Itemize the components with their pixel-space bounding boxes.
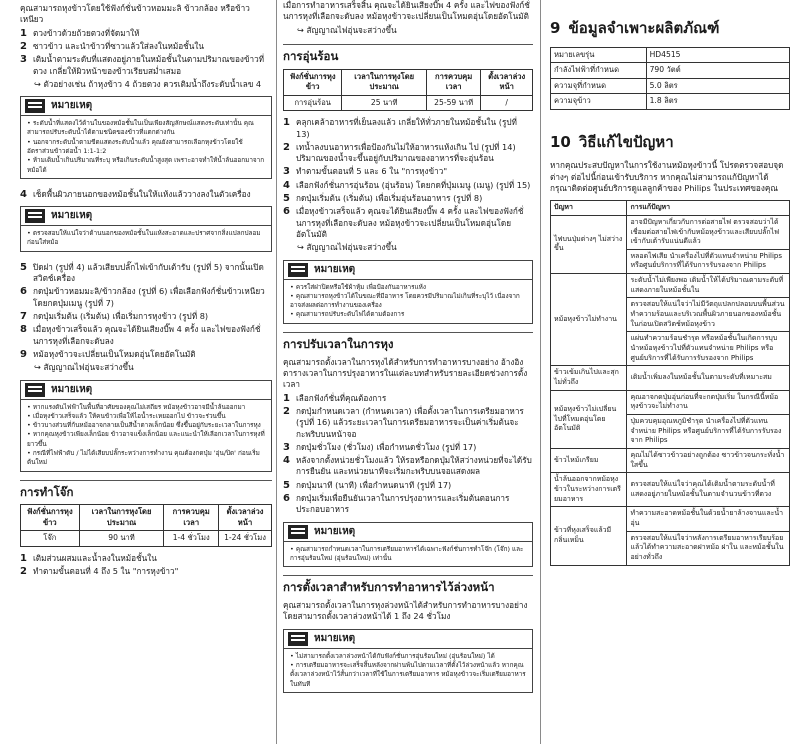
note-icon xyxy=(288,525,308,539)
reheat-table xyxy=(283,69,533,111)
step-item xyxy=(20,553,272,564)
step-number: 2 xyxy=(283,405,290,417)
step-text: เมื่อหุงข้าวเสร็จแล้ว คุณจะได้ยินเสียงบี๊พ 4 ครั้ง และไฟของฟังก์ชั่นการหุงที่เลือกจะดับลง หม้อหุงข้าวจะเปลี่ยนเป็นโหมดอุ่นโดยอัตโนมัติ xyxy=(296,206,524,240)
problem-cell: น้ำล้นออกจากหม้อหุงข้าวในระหว่างการเตรียมอาหาร xyxy=(551,473,627,507)
step-item xyxy=(283,142,533,165)
solution-cell: อาจมีปัญหาเกี่ยวกับการต่อสายไฟ ตรวจสอบว่าได้เชื่อมต่อสายไฟเข้ากับหม้อหุงข้าวและเสียบปลั๊กไฟเข้ากับเต้ารับแน่นดีแล้ว xyxy=(627,215,790,249)
step-text: หม้อหุงข้าวจะเปลี่ยนเป็นโหมดอุ่นโดยอัตโนมัติ xyxy=(33,348,196,359)
note-item: • กรณีที่ไฟฟ้าดับ / ไม่ได้เสียบปลั๊กระหว่างการทำงาน คุณต้องกดปุ่ม 'อุ่น/ปิด' ก่อนเริ่มต้นใหม่ xyxy=(27,449,267,468)
solution-cell: ตรวจสอบให้แน่ใจว่าไม่มีวัตถุแปลกปลอมบนพื้นส่วนทำความร้อนและบริเวณพื้นผิวภายนอกของหม้อชั้นในก่อนเปิดสวิตช์หม้อหุงข้าว xyxy=(627,298,790,332)
column-divider xyxy=(276,0,277,744)
spec-cell: 5.0 ลิตร xyxy=(646,78,789,93)
trouble-row xyxy=(551,366,790,390)
step-number: 2 xyxy=(20,566,27,578)
note-item: • การเตรียมอาหารจะเสร็จสิ้นหลังจากผ่านพ้นไปตามเวลาที่ตั้งไว้ล่วงหน้าแล้ว หากคุณตั้งเวลาล่วงหน้าไว้สั้นกว่าเวลาที่ใช้ในการเตรียมอาหาร หม้อหุงข้าวจะเริ่มเตรียมอาหารในทันที xyxy=(290,661,528,689)
spec-row xyxy=(551,78,790,93)
note-title: หมายเหตุ xyxy=(51,210,93,222)
step-text: กดปุ่มนาที (นาที) เพื่อกำหนดนาที (รูปที่ 17) xyxy=(296,479,452,490)
note-item: • ห้ามเติมน้ำเกินปริมาณที่ระบุ หรือเกินระดับน้ำสูงสุด เพราะอาจทำให้น้ำล้นออกมาจากหม้อได้ xyxy=(27,156,267,175)
solution-cell: ตรวจสอบให้แน่ใจว่าหลังการเตรียมอาหารเรียบร้อยแล้วได้ทำความสะอาดฝาหม้อ ฝาใน และหม้อชั้นในอย่างทั่วถึง xyxy=(627,531,790,565)
cook-time-intro: คุณสามารถตั้งเวลาในการหุงได้สำหรับการทำอาหารบางอย่าง อ้างอิงตารางเวลาในการปรุงอาหารในแต่ละบทสำหรับรายละเอียดช่วงการตั้งเวลา xyxy=(283,356,528,390)
table-cell: ฟังก์ชั่นการหุงข้าว xyxy=(21,505,80,531)
note-icon xyxy=(25,99,45,113)
step-item xyxy=(20,311,272,322)
note-box xyxy=(20,380,272,472)
step-number: 3 xyxy=(20,54,27,66)
step-text: ปิดฝา (รูปที่ 4) แล้วเสียบปลั๊กไฟเข้ากับเต้ารับ (รูปที่ 5) จากนั้นเปิดสวิตช์เครื่อง xyxy=(33,261,264,284)
step-item xyxy=(283,206,533,240)
table-cell: 25 นาที xyxy=(342,95,427,110)
step-item xyxy=(20,324,272,347)
note-item: • ระดับน้ำที่แสดงไว้ด้านในของหม้อชั้นในเป็นเพียงสัญลักษณ์แสดงระดับเท่านั้น คุณสามารถปรับระดับน้ำได้ตามชนิดของข้าวที่แตกต่างกัน xyxy=(27,119,267,138)
step-item xyxy=(283,442,533,453)
note-title: หมายเหตุ xyxy=(314,525,356,537)
preset-intro: คุณสามารถตั้งเวลาในการหุงล่วงหน้าได้สำหรับการทำอาหารบางอย่าง โดยสามารถตั้งเวลาล่วงหน้าได้ 1 ถึง 24 ชั่วโมง xyxy=(283,600,528,622)
heading-porridge: การทำโจ๊ก xyxy=(20,480,272,501)
note-box xyxy=(283,629,533,693)
step-text: ทำตามขั้นตอนที่ 4 ถึง 5 ใน "การหุงข้าว" xyxy=(33,566,179,577)
note-title: หมายเหตุ xyxy=(314,632,356,644)
intro-text: คุณสามารถหุงข้าวโดยใช้ฟังก์ชั่นข้าวหอมมะลิ ข้าวกล้อง หรือข้าวเหนียว xyxy=(20,3,250,25)
step-text: เลือกฟังก์ชั่นที่คุณต้องการ xyxy=(296,392,387,403)
note-box xyxy=(20,96,272,179)
note-title: หมายเหตุ xyxy=(51,100,93,112)
table-cell: ฟังก์ชั่นการหุงข้าว xyxy=(284,69,342,95)
solution-cell: ทำความสะอาดหม้อชั้นในด้วยน้ำยาล้างจานและน้ำอุ่น xyxy=(627,507,790,531)
table-cell: โจ๊ก xyxy=(21,531,80,546)
step-number: 4 xyxy=(283,179,290,191)
step-item xyxy=(20,28,272,39)
step-number: 5 xyxy=(20,261,27,273)
step-text: กดปุ่มข้าวหอมมะลิ/ข้าวกล้อง (รูปที่ 6) เพื่อเลือกฟังก์ชั่นข้าวเหนียวโดยกดปุ่มเมนู (รูปที่ 7) xyxy=(33,286,265,308)
solution-cell: เติมน้ำเพิ่มลงในหม้อชั้นในตามระดับที่เหมาะสม xyxy=(627,366,790,390)
note-item: • หากคุณหุงข้าวเพียงเล็กน้อย ข้าวอาจแข็งเล็กน้อย และแนะนำให้เลือกเวลาในการหุงที่ยาวขึ้น xyxy=(27,430,267,449)
table-cell: ตั้งเวลาล่วงหน้า xyxy=(481,69,533,95)
note-item: • คุณสามารถหุงข้าวได้ในขณะที่มีอาหาร โดยควรมีปริมาณไม่เกินที่ระบุไว้ เนื่องจากอาจส่งผลต่อการทำงานของเครื่อง xyxy=(290,292,528,311)
heading-troubleshooting: 10 วิธีแก้ไขปัญหา xyxy=(550,132,674,151)
note-item: • นอกจากระดับน้ำตามขีดแสดงระดับน้ำแล้ว คุณยังสามารถเลือกหุงข้าวโดยใช้อัตราส่วนข้าวต่อน้ำ 1:1-1:2 xyxy=(27,138,267,157)
step-4: 4 เช็ดพื้นผิวภายนอกของหม้อชั้นในให้แห้งแล้ววางลงในตัวเครื่อง xyxy=(20,188,251,200)
trouble-row xyxy=(551,448,790,472)
note-item: • ตรวจสอบให้แน่ใจว่าด้านนอกของหม้อชั้นในแห้งสะอาดและปราศจากสิ่งแปลกปลอมก่อนใส่หม้อ xyxy=(27,229,267,248)
spec-cell: ความจุที่กำหนด xyxy=(551,78,647,93)
trouble-row xyxy=(551,507,790,531)
trouble-header: การแก้ปัญหา xyxy=(627,201,790,216)
table-cell: การควบคุมเวลา xyxy=(164,505,219,531)
trouble-header-row xyxy=(551,201,790,216)
step-text: ตวงข้าวด้วยถ้วยตวงที่จัดมาให้ xyxy=(33,27,140,38)
porridge-table xyxy=(20,504,272,546)
table-cell: 90 นาที xyxy=(79,531,164,546)
step-item xyxy=(20,41,272,52)
problem-cell: ข้าวเข้มเกินไปและสุกไม่ทั่วถึง xyxy=(551,366,627,390)
step-item xyxy=(283,480,533,491)
solution-cell: หลอดไฟเสีย นำเครื่องไปที่ตัวแทนจำหน่าย Philips หรือศูนย์บริการที่ได้รับการรับรองจาก Philips xyxy=(627,249,790,273)
solution-cell: แผ่นทำความร้อนชำรุด หรือหม้อชั้นในเกิดการบุบ นำหม้อหุงข้าวไปที่ตัวแทนจำหน่าย Philips หรือศูนย์บริการที่ได้รับการรับรองจาก Philips xyxy=(627,332,790,366)
step-text: กดปุ่มชั่วโมง (ชั่วโมง) เพื่อกำหนดชั่วโมง (รูปที่ 17) xyxy=(296,441,477,452)
note-box xyxy=(20,206,272,252)
step-item xyxy=(283,455,533,478)
column-left xyxy=(20,0,272,579)
heading-preset: การตั้งเวลาสำหรับการทำอาหารไว้ล่วงหน้า xyxy=(283,575,533,596)
troubleshooting-table xyxy=(550,200,790,565)
table-cell: การควบคุมเวลา xyxy=(426,69,480,95)
heading-cook-time: การปรับเวลาในการหุง xyxy=(283,332,533,353)
step-text: กดปุ่มเริ่มต้น (เริ่มต้น) เพื่อเริ่มการหุงข้าว (รูปที่ 8) xyxy=(33,311,209,321)
step-item xyxy=(20,349,272,360)
step-number: 3 xyxy=(283,166,290,178)
spec-cell: กำลังไฟฟ้าที่กำหนด xyxy=(551,63,647,78)
trouble-row xyxy=(551,390,790,414)
note-icon xyxy=(288,632,308,646)
step-number: 1 xyxy=(20,27,27,39)
step-number: 2 xyxy=(20,40,27,52)
step-number: 8 xyxy=(20,324,27,336)
step-number: 6 xyxy=(283,493,290,505)
step-item xyxy=(283,493,533,516)
step-text: กดปุ่มกำหนดเวลา (กำหนดเวลา) เพื่อตั้งเวลาในการเตรียมอาหาร (รูปที่ 16) แล้วระยะเวลาในการเตรียมอาหารจะเป็นค่าเริ่มต้นจะกะพริบบนหน้าจอ xyxy=(296,405,524,439)
step-text: เทน้ำลงบนอาหารเพื่อป้องกันไม่ให้อาหารแห้งเกิน ไป (รูปที่ 14) ปริมาณของน้ำจะขึ้นอยู่กับปริมาณของอาหารที่จะอุ่นร้อน xyxy=(296,141,516,164)
step-item xyxy=(20,54,272,77)
note-icon xyxy=(25,209,45,223)
step-number: 1 xyxy=(283,117,290,129)
table-cell: เวลาในการหุงโดยประมาณ xyxy=(79,505,164,531)
step-item xyxy=(283,166,533,177)
table-cell: 1-24 ชั่วโมง xyxy=(218,531,271,546)
step-text: กดปุ่มเริ่มต้น (เริ่มต้น) เพื่อเริ่มอุ่นร้อนอาหาร (รูปที่ 8) xyxy=(296,193,483,204)
trouble-row xyxy=(551,215,790,249)
trouble-header: ปัญหา xyxy=(551,201,627,216)
table-cell: เวลาในการหุงโดยประมาณ xyxy=(342,69,427,95)
solution-cell: คุณไม่ได้ซาวข้าวอย่างถูกต้อง ซาวข้าวจนกระทั่งน้ำใสขึ้น xyxy=(627,448,790,472)
note-item: • คุณสามารถกำหนดเวลาในการเตรียมอาหารได้เฉพาะฟังก์ชั่นการทำโจ๊ก (โจ๊ก) และการอุ่นร้อนใหม่ (อุ่นร้อนใหม่) เท่านั้น xyxy=(290,545,528,564)
step3-sub: ↪ ตัวอย่างเช่น ถ้าหุงข้าว 4 ถ้วยตวง ควรเติมน้ำถึงระดับน้ำเลข 4 xyxy=(34,78,262,89)
step-text: กดปุ่มเริ่มเพื่อยืนยันเวลาในการปรุงอาหารและเริ่มต้นตอนการประกอบอาหาร xyxy=(296,493,510,515)
step-text: คลุกเคล้าอาหารที่เย็นลงแล้ว เกลี่ยให้ทั่วภายในหม้อชั้นใน (รูปที่ 13) xyxy=(296,117,517,139)
spec-row xyxy=(551,47,790,62)
step-text: เติมส่วนผสมและน้ำลงในหม้อชั้นใน xyxy=(33,552,157,563)
top-step: เมื่อการทำอาหารเสร็จสิ้น คุณจะได้ยินเสียงบี๊พ 4 ครั้ง และไฟของฟังก์ชั่นการหุงที่เลือกจะดับลง หม้อหุงข้าวจะเปลี่ยนเป็นโหมดอุ่นโดยอัตโนมัติ xyxy=(283,0,530,22)
step-item xyxy=(20,286,272,309)
note-title: หมายเหตุ xyxy=(51,383,93,395)
step-item xyxy=(20,262,272,285)
spec-row xyxy=(551,63,790,78)
spec-row xyxy=(551,94,790,109)
table-cell: การอุ่นร้อน xyxy=(284,95,342,110)
step-text: หลังจากตั้งหน่วยชั่วโมงแล้ว ให้รอหรือกดปุ่มให้สว่างหน่วยที่จะได้รับการยืนยัน และหน่วยนาทีจะเริ่มกะพริบบนจอแสดงผล xyxy=(296,455,532,477)
solution-cell: คุณอาจกดปุ่มอุ่นก่อนที่จะกดปุ่มเริ่ม ในกรณีนี้หม้อหุงข้าวจะไม่ทำงาน xyxy=(627,390,790,414)
note-item: • หากแรงดันไฟฟ้าในพื้นที่อาศัยของคุณไม่เสถียร หม้อหุงข้าวอาจมีน้ำล้นออกมา xyxy=(27,403,267,412)
problem-cell: ไฟบนปุ่มต่างๆ ไม่สว่างขึ้น xyxy=(551,215,627,273)
top-sub: ↪ สัญญาณไฟอุ่นจะสว่างขึ้น xyxy=(297,24,397,35)
spec-cell: 1.8 ลิตร xyxy=(646,94,789,109)
reheat-sub: ↪ สัญญาณไฟอุ่นจะสว่างขึ้น xyxy=(297,242,397,253)
step-number: 6 xyxy=(283,206,290,218)
heading-reheat: การอุ่นร้อน xyxy=(283,44,533,65)
solution-cell: ระดับน้ำไม่เพียงพอ เติมน้ำให้ได้ปริมาณตามระดับที่แสดงภายในหม้อชั้นใน xyxy=(627,274,790,298)
step-item xyxy=(283,406,533,440)
step-number: 5 xyxy=(283,193,290,205)
step-text: เลือกฟังก์ชั่นการอุ่นร้อน (อุ่นร้อน) โดยกดที่ปุ่มเมนู (เมนู) (รูปที่ 15) xyxy=(296,179,531,190)
step-text: เติมน้ำตามระดับที่แสดงอยู่ภายในหม้อชั้นในตามปริมาณของข้าวที่ตวง เกลี่ยให้ผิวหน้าของข้าวเรียบสม่ำเสมอ xyxy=(33,54,265,76)
column-right xyxy=(550,0,790,566)
table-cell: ตั้งเวลาล่วงหน้า xyxy=(218,505,271,531)
step-item xyxy=(283,117,533,140)
note-item: • คุณสามารถปรับระดับไฟได้ตามต้องการ xyxy=(290,310,528,319)
step-number: 1 xyxy=(283,392,290,404)
trouble-row xyxy=(551,473,790,507)
step-number: 6 xyxy=(20,286,27,298)
spec-cell: ความจุข้าว xyxy=(551,94,647,109)
spec-cell: 790 วัตต์ xyxy=(646,63,789,78)
problem-cell: ข้าวที่หุงเสร็จแล้วมีกลิ่นเหม็น xyxy=(551,507,627,565)
step-text: ทำตามขั้นตอนที่ 5 และ 6 ใน "การหุงข้าว" xyxy=(296,166,448,177)
spec-cell: HD4515 xyxy=(646,47,789,62)
step9-sub: ↪ สัญญาณไฟอุ่นจะสว่างขึ้น xyxy=(34,362,134,373)
problem-cell: ข้าวไหม้เกรียม xyxy=(551,448,627,472)
note-box xyxy=(283,260,533,324)
table-cell: 1-4 ชั่วโมง xyxy=(164,531,219,546)
spec-table xyxy=(550,47,790,110)
step-number: 1 xyxy=(20,552,27,564)
step-text: ซาวข้าว และนำข้าวที่ซาวแล้วใส่ลงในหม้อชั้นใน xyxy=(33,40,204,51)
note-item: • ควรใส่ฝาปิดหรือใช้ผ้าหุ้ม เพื่อป้องกันอาหารแห้ง xyxy=(290,283,528,292)
table-cell: 25-59 นาที xyxy=(426,95,480,110)
step-number: 7 xyxy=(20,311,27,322)
step-item xyxy=(20,566,272,577)
problem-cell: หม้อหุงข้าวไม่ทำงาน xyxy=(551,274,627,366)
trouble-row xyxy=(551,274,790,298)
solution-cell: ตรวจสอบให้แน่ใจว่าคุณได้เติมน้ำตามระดับน้ำที่แสดงอยู่ภายในหม้อชั้นในตามจำนวนข้าวที่ตวง xyxy=(627,473,790,507)
note-icon xyxy=(25,383,45,397)
spec-cell: หมายเลขรุ่น xyxy=(551,47,647,62)
step-item xyxy=(283,180,533,191)
step-number: 3 xyxy=(283,441,290,453)
note-item: • ไม่สามารถตั้งเวลาล่วงหน้าได้กับฟังก์ชั่นการอุ่นร้อนใหม่ (อุ่นร้อนใหม่) ได้ xyxy=(290,652,528,661)
note-item: • เมื่อหุงข้าวเสร็จแล้ว ให้คนข้าวเพื่อให้ไอน้ำระเหยออกไป ข้าวจะร่วนขึ้น xyxy=(27,412,267,421)
step-number: 4 xyxy=(283,455,290,467)
step-item xyxy=(283,393,533,404)
column-divider xyxy=(540,0,541,744)
step-number: 5 xyxy=(283,479,290,491)
note-title: หมายเหตุ xyxy=(314,263,356,275)
note-item: • ข้าวบางส่วนที่ก้นหม้ออาจกลายเป็นสีน้ำตาลเล็กน้อย ซึ่งขึ้นอยู่กับระยะเวลาในการหุง xyxy=(27,421,267,430)
step-item xyxy=(283,193,533,204)
step-text: เมื่อหุงข้าวเสร็จแล้ว คุณจะได้ยินเสียงบี๊พ 4 ครั้ง และไฟของฟังก์ชั่นการหุงที่เลือกจะดับลง xyxy=(33,324,261,346)
table-cell: / xyxy=(481,95,533,110)
heading-specifications: 9 ข้อมูลจำเพาะผลิตภัณฑ์ xyxy=(550,19,720,37)
solution-cell: ปุ่มควบคุมอุณหภูมิชำรุด นำเครื่องไปที่ตัวแทนจำหน่าย Philips หรือศูนย์บริการที่ได้รับการรับรองจาก Philips xyxy=(627,415,790,449)
column-middle xyxy=(283,0,533,699)
troubleshooting-intro: หากคุณประสบปัญหาในการใช้งานหม้อหุงข้าวนี้ โปรดตรวจสอบจุดต่างๆ ต่อไปนี้ก่อนเข้ารับบริการ หากคุณไม่สามารถแก้ปัญหาได้ กรุณาติดต่อศูนย์บริการดูแลลูกค้าของ Philips ในประเทศของคุณ xyxy=(550,160,784,193)
step-number: 9 xyxy=(20,348,27,360)
problem-cell: หม้อหุงข้าวไม่เปลี่ยนไปที่โหมดอุ่นโดยอัตโนมัติ xyxy=(551,390,627,448)
note-icon xyxy=(288,263,308,277)
step-number: 2 xyxy=(283,141,290,153)
note-box xyxy=(283,522,533,568)
